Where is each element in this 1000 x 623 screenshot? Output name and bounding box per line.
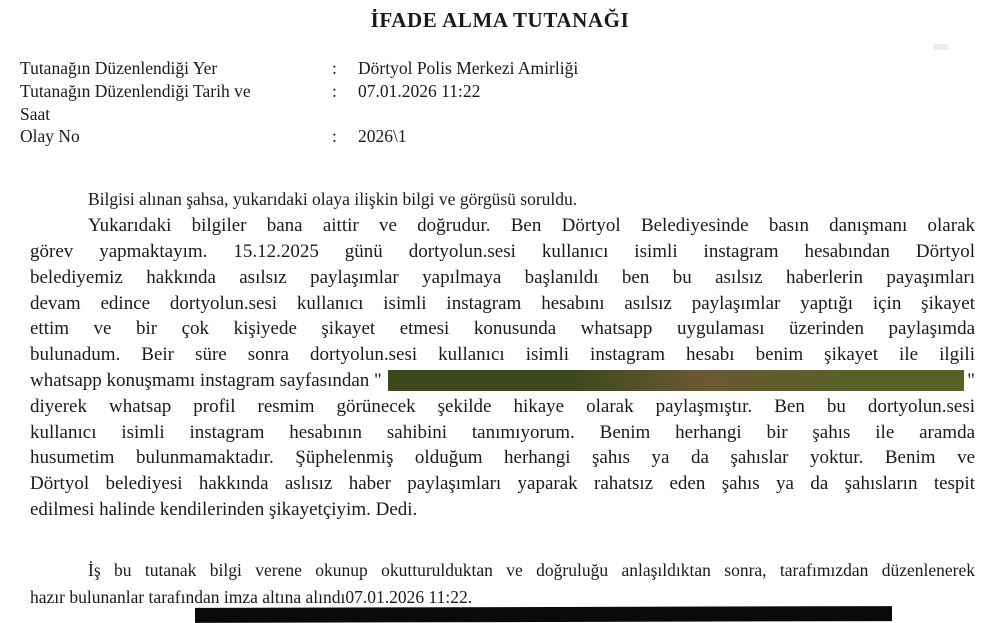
statement-line: belediyemiz hakkında asılsız paylaşımlar yapılmaya başlanıldı ben bu asılsız haberlerin payaşımları [30, 266, 975, 288]
redacted-text-bar [388, 370, 964, 391]
statement-line: bulunadum. Beir süre sonra dortyolun.sesi kullanıcı isimli instagram hesabı benim şikayet ile ilgili [30, 344, 975, 366]
redacted-line-suffix: " [967, 369, 975, 391]
field-label [20, 57, 332, 80]
field-separator: : [332, 58, 337, 78]
statement-line: husumetim bulunmamaktadır. Şüphelenmiş olduğum herhangi şahıs ya da şahıslar yoktur. Benim ve [30, 447, 975, 469]
field-value-case-number: 2026\1 [358, 126, 407, 147]
statement-line: Dörtyol belediyesi hakkında aslısız haber paylaşımları yaparak rahatsız eden şahıs ya da şahısların tespit [30, 473, 975, 495]
field-label-line: Saat [20, 103, 51, 124]
statement-line-with-redaction [30, 368, 975, 394]
intro-line: Bilgisi alınan şahsa, yukarıdaki olaya ilişkin bilgi ve görgüsü soruldu. [88, 189, 578, 210]
field-value-location: Dörtyol Polis Merkezi Amirliği [358, 58, 579, 78]
statement-line: ettim ve bir çok kişiyede şikayet etmesi konusunda whatsapp uygulaması üzerinden paylaşımda [30, 318, 975, 340]
statement-line: Yukarıdaki bilgiler bana aittir ve doğrudur. Ben Dörtyol Belediyesinde basın danışmanı olarak [88, 215, 975, 237]
field-label [20, 80, 332, 126]
field-label [20, 125, 332, 148]
header-row-location [20, 57, 975, 80]
statement-line: edilmesi halinde kendilerinden şikayetçiyim. Dedi. [30, 498, 418, 520]
statement-line: diyerek whatsap profil resmim görünecek şekilde hikaye olarak paylaşmıştır. Ben bu dortyolun.sesi [30, 395, 975, 417]
field-label-line: Olay No [20, 126, 80, 147]
closing-line: İş bu tutanak bilgi verene okunup okutturulduktan ve doğruluğu anlaşıldıktan sonra, tarafımızdan düzenlenerek [88, 559, 975, 580]
field-label-line: Tutanağın Düzenlendiği Yer [20, 58, 218, 78]
field-value-datetime: 07.01.2026 11:22 [358, 80, 481, 101]
statement-body [30, 187, 975, 611]
header-fields [20, 57, 975, 148]
statement-line: kullanıcı isimli instagram hesabının sahibini tanımıyorum. Benim herhangi bir şahıs ile aramda [30, 421, 975, 443]
field-label-line: Tutanağın Düzenlendiği Tarih ve [20, 80, 251, 101]
field-separator: : [332, 126, 337, 147]
redacted-line-prefix: whatsapp konuşmamı instagram sayfasından " [30, 369, 382, 391]
closing-paragraph [30, 557, 975, 611]
header-row-case-number [20, 125, 975, 148]
scan-artifact-speck [933, 44, 949, 50]
statement-line: devam edince dortyolun.sesi kullanıcı isimli instagram hesabını asılsız paylaşımlar yaptığı için şikayet [30, 292, 975, 314]
statement-paragraph [30, 213, 975, 523]
statement-line: görev yapmaktayım. 15.12.2025 günü dortyolun.sesi kullanıcı isimli instagram hesabından Dörtyol [30, 240, 975, 262]
header-row-datetime [20, 80, 975, 126]
bottom-redaction-bar [195, 606, 892, 623]
closing-line: hazır bulunanlar tarafından imza altına alındı07.01.2026 11:22. [30, 586, 473, 607]
field-separator: : [332, 80, 337, 101]
document-title: İFADE ALMA TUTANAĞI [370, 8, 630, 32]
